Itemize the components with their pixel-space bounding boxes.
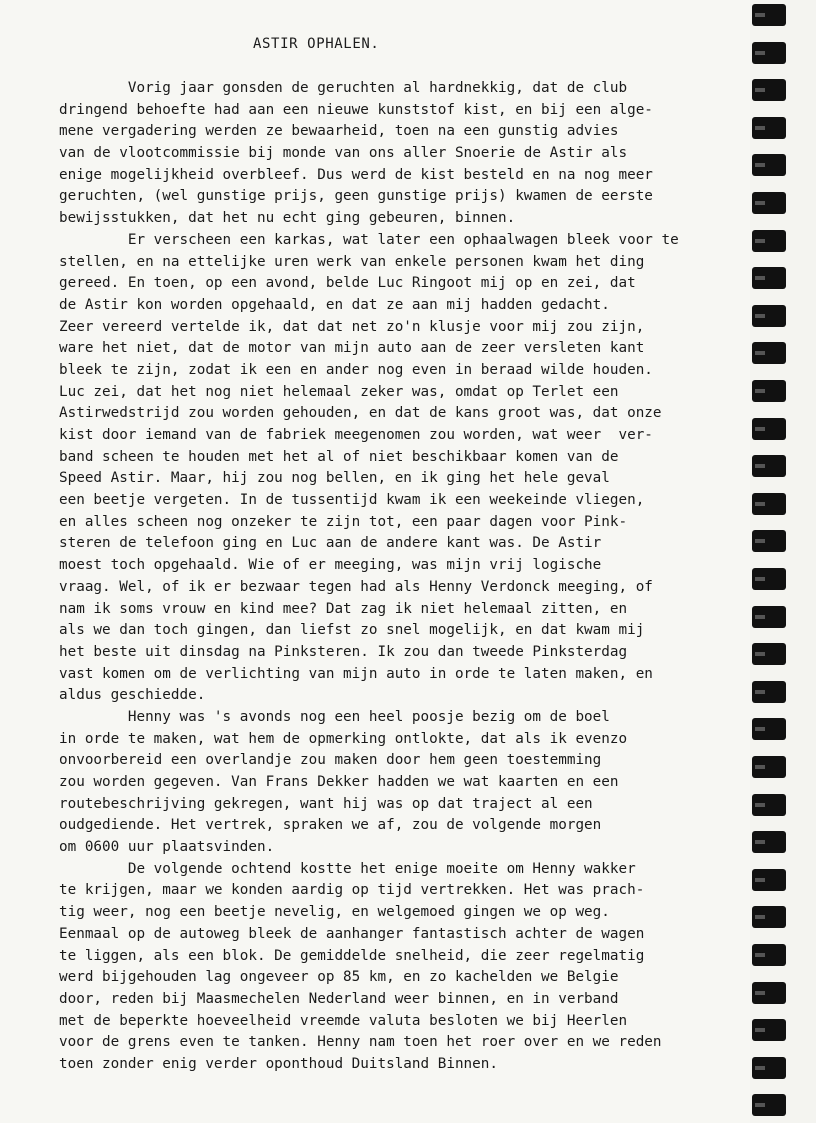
- binding-ring: [752, 869, 786, 891]
- text-line: Eenmaal op de autoweg bleek de aanhanger fantastisch achter de wagen: [59, 925, 645, 942]
- text-line: zou worden gegeven. Van Frans Dekker hadden we wat kaarten en een: [59, 774, 619, 790]
- binding-ring: [752, 42, 786, 64]
- text-line: met de beperkte hoeveelheid vreemde valuta besloten we bij Heerlen: [59, 1012, 628, 1029]
- text-line: als we dan toch gingen, dan liefst zo snel mogelijk, en dat kwam mij: [59, 622, 645, 639]
- text-line: oudgediende. Het vertrek, spraken we af, zou de volgende morgen: [59, 817, 602, 834]
- text-line: ware het niet, dat de motor van mijn auto aan de zeer versleten kant: [59, 340, 645, 357]
- binding-ring: [752, 1094, 786, 1116]
- text-line: routebeschrijving gekregen, want hij was op dat traject al een: [59, 795, 593, 812]
- binding-ring: [752, 1019, 786, 1041]
- text-line: Luc zei, dat het nog niet helemaal zeker was, omdat op Terlet een: [59, 383, 619, 400]
- binding-ring: [752, 4, 786, 26]
- text-line: van de vlootcommissie bij monde van ons aller Snoerie de Astir als: [59, 145, 628, 162]
- binding-ring: [752, 192, 786, 214]
- text-line: bewijsstukken, dat het nu echt ging gebeuren, binnen.: [59, 210, 516, 227]
- text-line: onvoorbereid een overlandje zou maken door hem geen toestemming: [59, 752, 602, 769]
- text-line: om 0600 uur plaatsvinden.: [59, 839, 275, 856]
- binding-ring: [752, 117, 786, 139]
- text-line: Henny was 's avonds nog een heel poosje bezig om de boel: [59, 708, 610, 725]
- binding-ring: [752, 643, 786, 665]
- text-line: voor de grens even te tanken. Henny nam toen het roer over en we reden: [59, 1034, 662, 1051]
- text-line: steren de telefoon ging en Luc aan de andere kant was. De Astir: [59, 535, 602, 552]
- text-line: Astirwedstrijd zou worden gehouden, en dat de kans groot was, dat onze: [59, 405, 662, 422]
- binding-spine: [750, 0, 816, 1123]
- binding-ring: [752, 342, 786, 364]
- binding-ring: [752, 267, 786, 289]
- text-line: nam ik soms vrouw en kind mee? Dat zag ik niet helemaal zitten, en: [59, 600, 628, 617]
- binding-ring: [752, 794, 786, 816]
- binding-ring: [752, 305, 786, 327]
- binding-ring: [752, 530, 786, 552]
- text-line: toen zonder enig verder oponthoud Duitsland Binnen.: [59, 1055, 498, 1072]
- binding-ring: [752, 568, 786, 590]
- text-line: het beste uit dinsdag na Pinksteren. Ik zou dan tweede Pinksterdag: [59, 643, 628, 660]
- binding-ring: [752, 493, 786, 515]
- text-line: in orde te maken, wat hem de opmerking ontlokte, dat als ik evenzo: [59, 730, 628, 747]
- text-line: te krijgen, maar we konden aardig op tijd vertrekken. Het was prach-: [59, 882, 645, 899]
- text-line: bleek te zijn, zodat ik een en ander nog even in beraad wilde houden.: [59, 361, 653, 378]
- text-line: Speed Astir. Maar, hij zou nog bellen, en ik ging het hele geval: [59, 470, 610, 487]
- text-line: vast komen om de verlichting van mijn auto in orde te laten maken, en: [59, 665, 653, 682]
- text-line: Vorig jaar gonsden de geruchten al hardnekkig, dat de club: [59, 80, 628, 96]
- body-text: [59, 78, 699, 1076]
- text-line: aldus geschiedde.: [59, 687, 206, 704]
- text-line: vraag. Wel, of ik er bezwaar tegen had als Henny Verdonck meeging, of: [59, 578, 653, 595]
- binding-ring: [752, 380, 786, 402]
- text-line: werd bijgehouden lag ongeveer op 85 km, en zo kachelden we Belgie: [59, 969, 619, 986]
- binding-ring: [752, 455, 786, 477]
- binding-ring: [752, 982, 786, 1004]
- text-line: en alles scheen nog onzeker te zijn tot, een paar dagen voor Pink-: [59, 513, 628, 530]
- text-line: Zeer vereerd vertelde ik, dat dat net zo'n klusje voor mij zou zijn,: [59, 318, 645, 335]
- text-line: enige mogelijkheid overbleef. Dus werd de kist besteld en na nog meer: [59, 166, 653, 183]
- text-line: geruchten, (wel gunstige prijs, geen gunstige prijs) kwamen de eerste: [59, 188, 653, 205]
- binding-ring: [752, 79, 786, 101]
- text-line: Er verscheen een karkas, wat later een ophaalwagen bleek voor te: [59, 231, 679, 248]
- binding-ring: [752, 154, 786, 176]
- binding-ring: [752, 230, 786, 252]
- text-line: band scheen te houden met het al of niet beschikbaar komen van de: [59, 448, 619, 465]
- binding-ring: [752, 606, 786, 628]
- text-line: een beetje vergeten. In de tussentijd kwam ik een weekeinde vliegen,: [59, 492, 645, 509]
- text-line: kist door iemand van de fabriek meegenomen zou worden, wat weer ver-: [59, 427, 653, 443]
- text-line: de Astir kon worden opgehaald, en dat ze aan mij hadden gedacht.: [59, 296, 610, 313]
- binding-ring: [752, 418, 786, 440]
- binding-ring: [752, 718, 786, 740]
- text-line: mene vergadering werden ze bewaarheid, toen na een gunstig advies: [59, 123, 619, 140]
- binding-ring: [752, 906, 786, 928]
- binding-ring: [752, 831, 786, 853]
- binding-ring: [752, 756, 786, 778]
- binding-ring: [752, 944, 786, 966]
- page-title: ASTIR OPHALEN.: [253, 36, 380, 52]
- text-line: gereed. En toen, op een avond, belde Luc Ringoot mij op en zei, dat: [59, 275, 636, 292]
- text-line: stellen, en na ettelijke uren werk van enkele personen kwam het ding: [59, 253, 645, 270]
- text-line: dringend behoefte had aan een nieuwe kunststof kist, en bij een alge-: [59, 101, 653, 118]
- text-line: moest toch opgehaald. Wie of er meeging, was mijn vrij logische: [59, 557, 602, 574]
- binding-ring: [752, 1057, 786, 1079]
- text-line: door, reden bij Maasmechelen Nederland weer binnen, en in verband: [59, 990, 619, 1007]
- text-line: De volgende ochtend kostte het enige moeite om Henny wakker: [59, 860, 636, 877]
- binding-ring: [752, 681, 786, 703]
- text-line: tig weer, nog een beetje nevelig, en welgemoed gingen we op weg.: [59, 904, 610, 921]
- text-line: te liggen, als een blok. De gemiddelde snelheid, die zeer regelmatig: [59, 947, 645, 964]
